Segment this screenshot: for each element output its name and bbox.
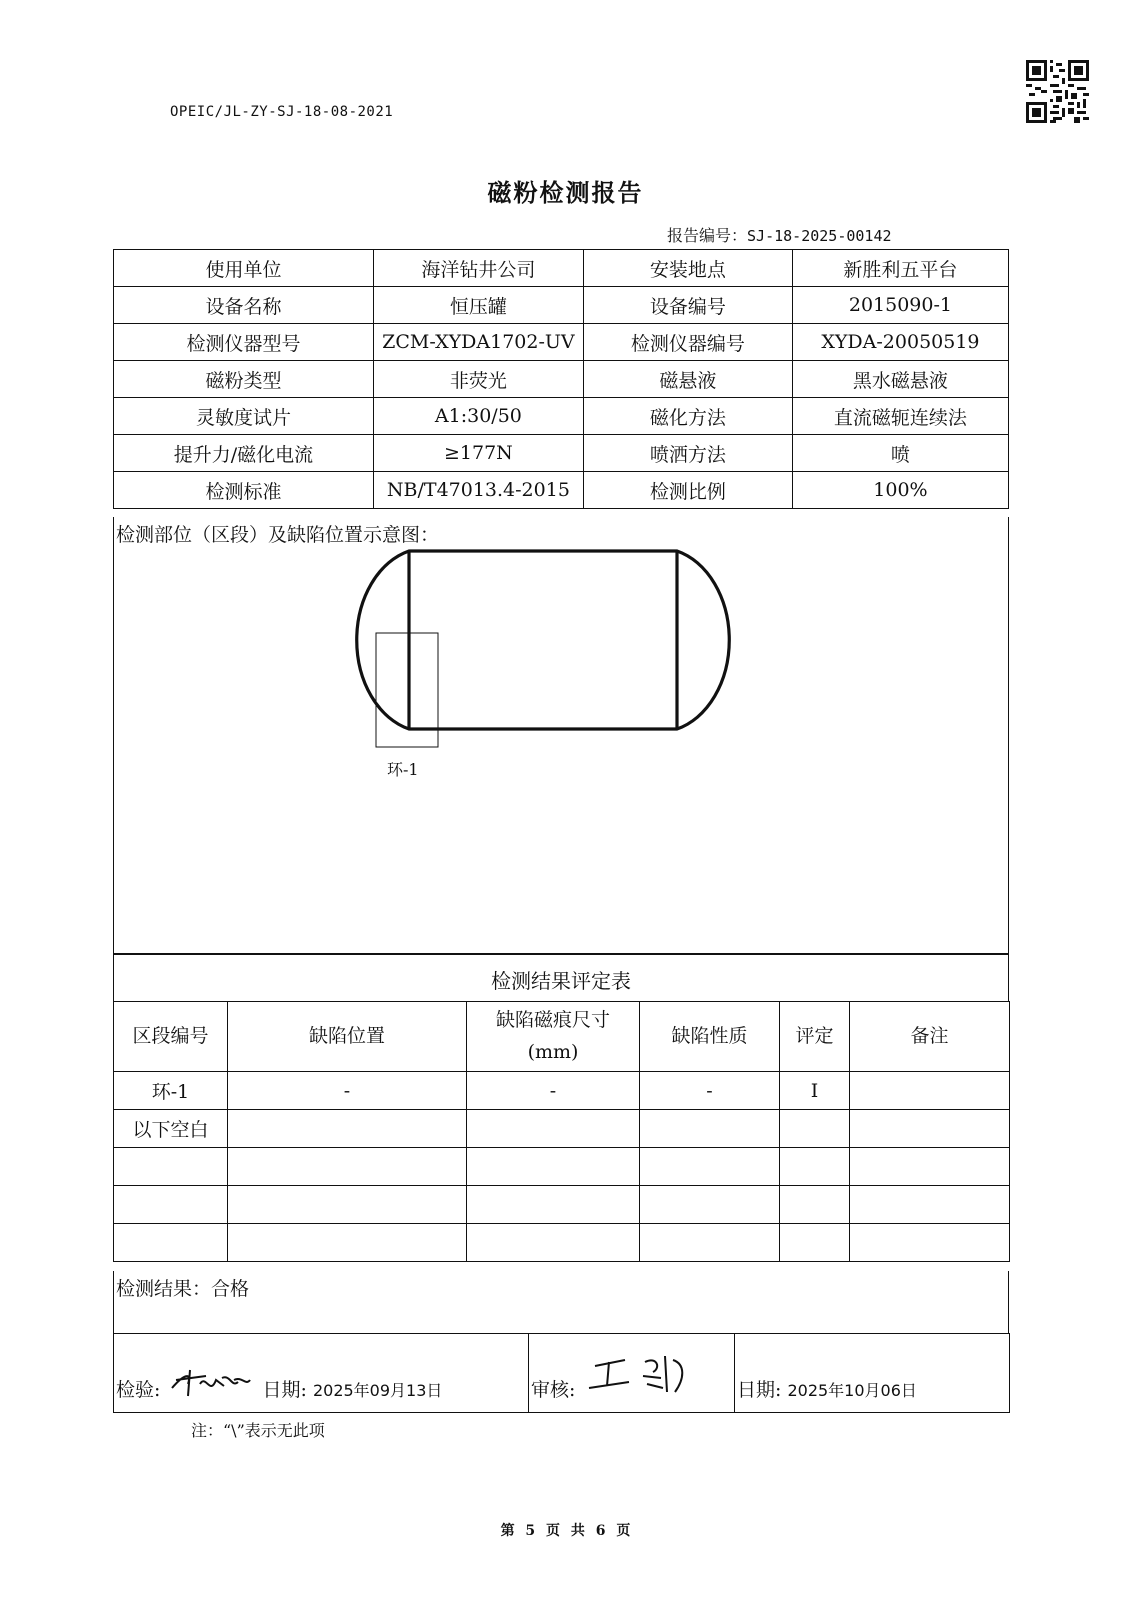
- table-row: [114, 1110, 1010, 1148]
- review-date-cell: [735, 1334, 1010, 1413]
- cell-remark: [850, 1186, 1010, 1224]
- col-header-nature: 缺陷性质: [640, 1002, 780, 1072]
- reviewer-signature: [581, 1348, 701, 1398]
- cell-remark: [850, 1148, 1010, 1186]
- page-number: 第 5 页 共 6 页: [500, 1523, 631, 1539]
- cell-nature: [640, 1110, 780, 1148]
- info-row: [114, 398, 1009, 435]
- cell-remark: [850, 1072, 1010, 1110]
- col-header-size-unit: (mm): [527, 1040, 579, 1063]
- conclusion-label: 检测结果：: [116, 1278, 212, 1300]
- info-value: 新胜利五平台: [792, 250, 1008, 287]
- info-value: ≥177N: [373, 435, 583, 472]
- cell-nature: [640, 1148, 780, 1186]
- info-label: 喷洒方法: [583, 435, 792, 472]
- info-value: ZCM-XYDA1702-UV: [373, 324, 583, 361]
- info-label: 使用单位: [114, 250, 374, 287]
- info-value: 直流磁轭连续法: [792, 398, 1008, 435]
- info-value: A1:30/50: [373, 398, 583, 435]
- cell-nature: -: [640, 1072, 780, 1110]
- equipment-info-table: [113, 249, 1009, 509]
- col-header-size: [467, 1002, 640, 1072]
- info-value: NB/T47013.4-2015: [373, 472, 583, 509]
- col-header-grade: 评定: [780, 1002, 850, 1072]
- vessel-sketch: [113, 517, 1009, 954]
- info-label: 安装地点: [583, 250, 792, 287]
- report-title: 磁粉检测报告: [487, 179, 644, 207]
- info-value: 恒压罐: [373, 287, 583, 324]
- cell-size: [467, 1148, 640, 1186]
- cell-position: [228, 1148, 467, 1186]
- info-label: 提升力/磁化电流: [114, 435, 374, 472]
- report-number-value: SJ-18-2025-00142: [747, 227, 892, 245]
- col-header-position: 缺陷位置: [228, 1002, 467, 1072]
- cell-grade: [780, 1110, 850, 1148]
- footnote: 注：“\”表示无此项: [191, 1421, 325, 1440]
- info-label: 检测仪器编号: [583, 324, 792, 361]
- cell-zone: [114, 1148, 228, 1186]
- cell-position: -: [228, 1072, 467, 1110]
- inspector-cell: [114, 1334, 529, 1413]
- table-row: [114, 1224, 1010, 1262]
- info-value: 黑水磁悬液: [792, 361, 1008, 398]
- cell-nature: [640, 1224, 780, 1262]
- info-label: 设备编号: [583, 287, 792, 324]
- info-label: 检测比例: [583, 472, 792, 509]
- qr-code: [1026, 60, 1089, 123]
- info-value: 2015090-1: [792, 287, 1008, 324]
- info-row: [114, 472, 1009, 509]
- cell-position: [228, 1224, 467, 1262]
- cell-remark: [850, 1224, 1010, 1262]
- col-header-size-label: 缺陷磁痕尺寸: [495, 1009, 610, 1032]
- cell-position: [228, 1110, 467, 1148]
- sketch-label: 检测部位（区段）及缺陷位置示意图：: [116, 524, 440, 546]
- info-label: 磁悬液: [583, 361, 792, 398]
- cell-nature: [640, 1186, 780, 1224]
- table-row: [114, 1148, 1010, 1186]
- document-code: OPEIC/JL-ZY-SJ-18-08-2021: [170, 104, 394, 120]
- cell-zone: 环-1: [114, 1072, 228, 1110]
- conclusion-value: 合格: [211, 1278, 250, 1300]
- report-number: [667, 223, 892, 246]
- info-value: 100%: [792, 472, 1008, 509]
- info-row: [114, 250, 1009, 287]
- results-table-title: 检测结果评定表: [491, 969, 631, 993]
- results-header-row: [114, 1002, 1010, 1072]
- info-value: 喷: [792, 435, 1008, 472]
- info-row: [114, 435, 1009, 472]
- cell-grade: [780, 1148, 850, 1186]
- signoff-table: [113, 1333, 1010, 1413]
- cell-position: [228, 1186, 467, 1224]
- info-label: 磁化方法: [583, 398, 792, 435]
- info-label: 检测标准: [114, 472, 374, 509]
- info-value: 海洋钻井公司: [373, 250, 583, 287]
- info-label: 磁粉类型: [114, 361, 374, 398]
- review-date: 2025年10月06日: [787, 1381, 917, 1400]
- reviewer-cell: [529, 1334, 735, 1413]
- cell-size: [467, 1110, 640, 1148]
- conclusion: [116, 1274, 249, 1301]
- reviewer-label: 审核:: [531, 1379, 576, 1401]
- cell-grade: [780, 1224, 850, 1262]
- cell-remark: [850, 1110, 1010, 1148]
- vessel-outline: [357, 551, 730, 729]
- info-row: [114, 361, 1009, 398]
- report-number-label: 报告编号：: [667, 226, 748, 245]
- cell-size: [467, 1186, 640, 1224]
- col-header-remark: 备注: [850, 1002, 1010, 1072]
- info-row: [114, 324, 1009, 361]
- results-table: [113, 1001, 1010, 1262]
- col-header-zone: 区段编号: [114, 1002, 228, 1072]
- info-label: 设备名称: [114, 287, 374, 324]
- info-value: 非荧光: [373, 361, 583, 398]
- zone-label: 环-1: [387, 760, 419, 779]
- cell-size: [467, 1224, 640, 1262]
- review-date-label: 日期:: [737, 1379, 782, 1401]
- inspector-label: 检验:: [116, 1379, 161, 1401]
- table-row: [114, 1072, 1010, 1110]
- inspector-signature: [166, 1366, 256, 1400]
- cell-zone: [114, 1224, 228, 1262]
- info-value: XYDA-20050519: [792, 324, 1008, 361]
- info-label: 灵敏度试片: [114, 398, 374, 435]
- cell-zone: [114, 1186, 228, 1224]
- inspect-date: 2025年09月13日: [312, 1381, 443, 1400]
- cell-grade: Ⅰ: [780, 1072, 850, 1110]
- cell-zone: 以下空白: [114, 1110, 228, 1148]
- cell-size: -: [467, 1072, 640, 1110]
- table-row: [114, 1186, 1010, 1224]
- info-row: [114, 287, 1009, 324]
- info-label: 检测仪器型号: [114, 324, 374, 361]
- cell-grade: [780, 1186, 850, 1224]
- inspect-date-label: 日期:: [262, 1379, 307, 1401]
